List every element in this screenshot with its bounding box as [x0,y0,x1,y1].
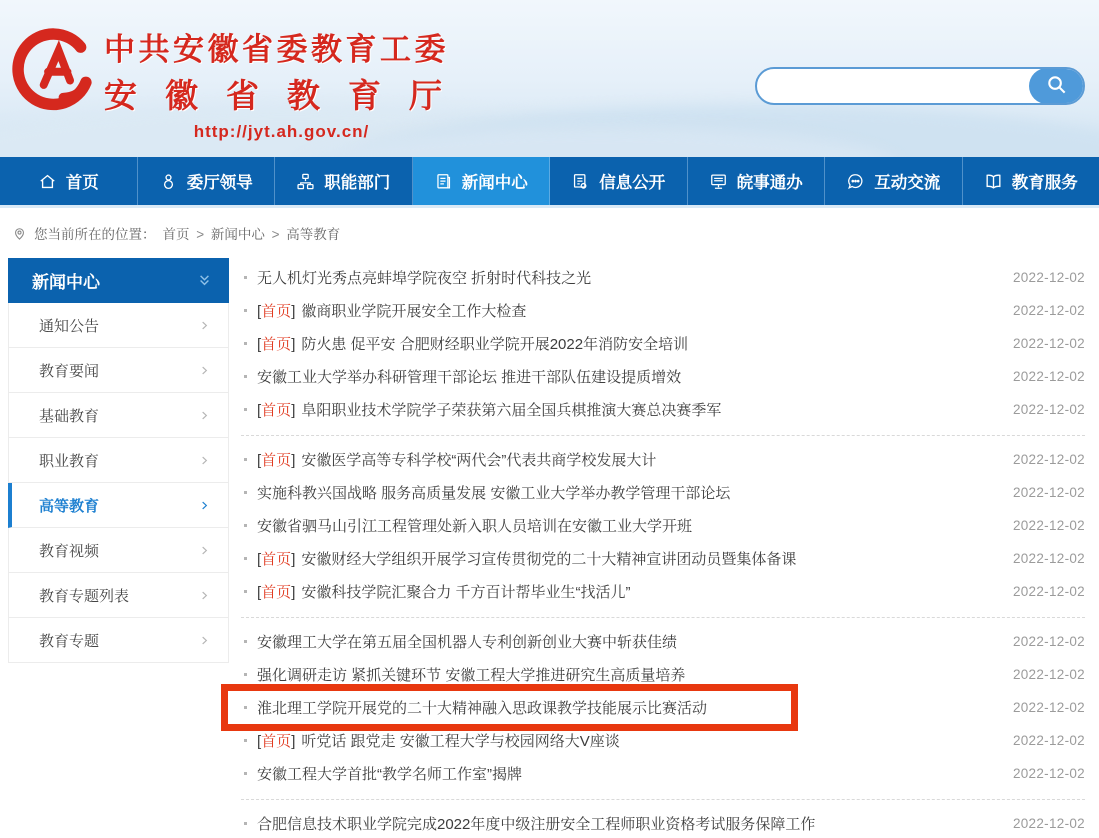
bullet-icon [244,375,247,378]
news-group [241,261,1085,426]
news-title[interactable]: 无人机灯光秀点亮蚌埠学院夜空 折射时代科技之光 [257,270,592,287]
sidebar-item-education-news[interactable] [8,348,229,393]
news-title[interactable]: 安徽省驷马山引江工程管理处新入职人员培训在安徽工业大学开班 [257,518,693,535]
location-pin-icon [12,226,27,241]
news-item[interactable] [241,625,1085,658]
search-button[interactable] [1029,68,1084,104]
site-title-line1: 中共安徽省委教育工委 [104,32,449,67]
news-item[interactable] [241,542,1085,575]
sidebar-item-education-topics[interactable] [8,618,229,663]
bullet-icon [244,458,247,461]
news-item[interactable] [241,807,1085,838]
news-date: 2022-12-02 [1012,766,1085,781]
news-title[interactable]: 安徽工业大学举办科研管理干部论坛 推进干部队伍建设提质增效 [257,369,682,386]
news-item[interactable] [241,360,1085,393]
chevron-right-icon [199,635,210,646]
org-icon [296,172,315,191]
bullet-icon [244,557,247,560]
chevron-right-icon [199,545,210,556]
dashed-divider [241,435,1085,436]
home-icon [38,172,57,191]
news-title[interactable]: 安徽科技学院汇聚合力 千方百计帮毕业生“找活儿” [301,584,631,601]
bullet-icon [244,342,247,345]
sidebar-item-label: 基础教育 [39,407,100,425]
nav-item-committee-leaders[interactable] [138,157,276,205]
nav-item-departments[interactable] [275,157,413,205]
sidebar-item-basic-education[interactable] [8,393,229,438]
site-title-block [104,24,470,142]
news-date: 2022-12-02 [1012,584,1085,599]
bullet-icon [244,772,247,775]
news-item[interactable] [241,757,1085,790]
nav-item-label: 皖事通办 [736,174,803,192]
sidebar-item-label: 教育专题列表 [39,587,130,605]
sidebar-header-label: 新闻中心 [32,273,100,292]
nav-item-info-disclosure[interactable] [550,157,688,205]
bullet-icon [244,640,247,643]
chevron-right-icon [199,455,210,466]
sidebar-item-label: 职业教育 [39,452,100,470]
sidebar-item-education-video[interactable] [8,528,229,573]
bullet-icon [244,524,247,527]
news-item[interactable] [241,261,1085,294]
news-title[interactable]: 安徽工程大学首批“教学名师工作室”揭牌 [257,766,522,783]
bullet-icon [244,408,247,411]
nav-item-label: 新闻中心 [461,174,528,192]
news-date: 2022-12-02 [1012,402,1085,417]
sidebar-item-label: 教育专题 [39,632,100,650]
news-tag: [首页] [257,303,296,320]
nav-item-label: 信息公开 [599,174,666,192]
breadcrumb-path [163,223,341,243]
double-chevron-down-icon [196,272,213,289]
sidebar-item-higher-education[interactable] [8,483,229,528]
site-title-line2: 安徽省教育厅 [104,77,470,114]
nav-item-label: 首页 [65,174,99,192]
leaders-icon [159,172,178,191]
news-tag: [首页] [257,402,296,419]
news-group [241,443,1085,608]
sidebar-item-vocational-education[interactable] [8,438,229,483]
news-title[interactable]: 徽商职业学院开展安全工作大检查 [301,303,527,320]
news-item[interactable] [241,294,1085,327]
news-title[interactable]: 实施科教兴国战略 服务高质量发展 安徽工业大学举办教学管理干部论坛 [257,485,731,502]
bullet-icon [244,491,247,494]
news-date: 2022-12-02 [1012,303,1085,318]
news-tag: [首页] [257,733,296,750]
news-date: 2022-12-02 [1012,634,1085,649]
nav-item-education-services[interactable] [963,157,1099,205]
news-title[interactable]: 淮北理工学院开展党的二十大精神融入思政课教学技能展示比赛活动 [257,700,708,717]
sidebar-item-education-topics-list[interactable] [8,573,229,618]
site-logo-block [12,24,470,142]
news-date: 2022-12-02 [1012,485,1085,500]
nav-item-home[interactable] [0,157,138,205]
breadcrumb [0,208,1099,253]
news-item[interactable] [241,443,1085,476]
bullet-icon [244,673,247,676]
news-item[interactable] [241,393,1085,426]
nav-item-label: 职能部门 [324,174,391,192]
sidebar-item-label: 教育视频 [39,542,100,560]
bullet-icon [244,706,247,709]
news-title[interactable]: 合肥信息技术职业学院完成2022年度中级注册安全工程师职业资格考试服务保障工作 [257,816,816,833]
site-url: http://jyt.ah.gov.cn/ [193,122,370,141]
main-navigation [0,157,1099,205]
nav-item-label: 委厅领导 [186,174,253,192]
news-item[interactable] [241,509,1085,542]
news-date: 2022-12-02 [1012,452,1085,467]
news-date: 2022-12-02 [1012,816,1085,831]
chevron-right-icon [199,500,210,511]
news-icon [434,172,453,191]
sidebar [8,258,229,663]
news-tag: [首页] [257,551,296,568]
news-tag: [首页] [257,452,296,469]
site-header [0,0,1099,157]
news-date: 2022-12-02 [1012,667,1085,682]
news-date: 2022-12-02 [1012,700,1085,715]
news-date: 2022-12-02 [1012,733,1085,748]
news-item[interactable] [241,327,1085,360]
chevron-right-icon [199,590,210,601]
content-area [0,253,1099,838]
news-date: 2022-12-02 [1012,270,1085,285]
news-item[interactable] [241,575,1085,608]
site-emblem-icon [12,24,100,116]
chevron-right-icon [199,410,210,421]
nav-item-interaction[interactable] [825,157,963,205]
bullet-icon [244,590,247,593]
news-date: 2022-12-02 [1012,518,1085,533]
sidebar-item-label: 通知公告 [39,317,100,335]
news-date: 2022-12-02 [1012,551,1085,566]
breadcrumb-link[interactable]: 新闻中心 [210,227,265,242]
news-title[interactable]: 安徽医学高等专科学校“两代会”代表共商学校发展大计 [301,452,657,469]
nav-item-anhui-affairs[interactable] [688,157,826,205]
news-group [241,807,1085,838]
breadcrumb-label: 您当前所在的位置： [34,227,156,242]
news-title[interactable]: 安徽财经大学组织开展学习宣传贯彻党的二十大精神宣讲团动员暨集体备课 [301,551,797,568]
monitor-icon [709,172,728,191]
sidebar-item-label: 高等教育 [39,497,100,515]
search-bar [755,67,1085,105]
sidebar-header[interactable] [8,258,229,303]
book-icon [984,172,1003,191]
news-date: 2022-12-02 [1012,336,1085,351]
news-item[interactable] [241,691,1085,724]
news-title[interactable]: 安徽理工大学在第五届全国机器人专利创新创业大赛中斩获佳绩 [257,634,678,651]
news-title[interactable]: 防火患 促平安 合肥财经职业学院开展2022年消防安全培训 [301,336,689,353]
dashed-divider [241,617,1085,618]
bullet-icon [244,822,247,825]
news-title[interactable]: 强化调研走访 紧抓关键环节 安徽工程大学推进研究生高质量培养 [257,667,686,684]
news-item[interactable] [241,476,1085,509]
bullet-icon [244,739,247,742]
bullet-icon [244,309,247,312]
news-item[interactable] [241,658,1085,691]
news-title[interactable]: 阜阳职业技术学院学子荣获第六届全国兵棋推演大赛总决赛季军 [301,402,722,419]
search-input[interactable] [757,69,1030,103]
news-item[interactable] [241,724,1085,757]
bullet-icon [244,276,247,279]
news-group [241,625,1085,790]
nav-item-label: 教育服务 [1011,174,1078,192]
news-tag: [首页] [257,336,296,353]
breadcrumb-separator: > [267,227,284,242]
chat-icon [846,172,865,191]
chevron-right-icon [199,365,210,376]
chevron-right-icon [199,320,210,331]
breadcrumb-link[interactable]: 高等教育 [286,227,341,242]
breadcrumb-link[interactable]: 首页 [162,227,190,242]
info-icon [571,172,590,191]
sidebar-item-notices[interactable] [8,303,229,348]
sidebar-item-label: 教育要闻 [39,362,100,380]
news-title[interactable]: 听党话 跟党走 安徽工程大学与校园网络大V座谈 [301,733,620,750]
nav-item-label: 互动交流 [874,174,941,192]
news-date: 2022-12-02 [1012,369,1085,384]
magnifier-icon [1045,73,1068,99]
breadcrumb-separator: > [192,227,208,242]
news-list [241,258,1085,838]
sidebar-items [8,303,229,663]
news-tag: [首页] [257,584,296,601]
dashed-divider [241,799,1085,800]
nav-item-news-center[interactable] [413,157,551,205]
